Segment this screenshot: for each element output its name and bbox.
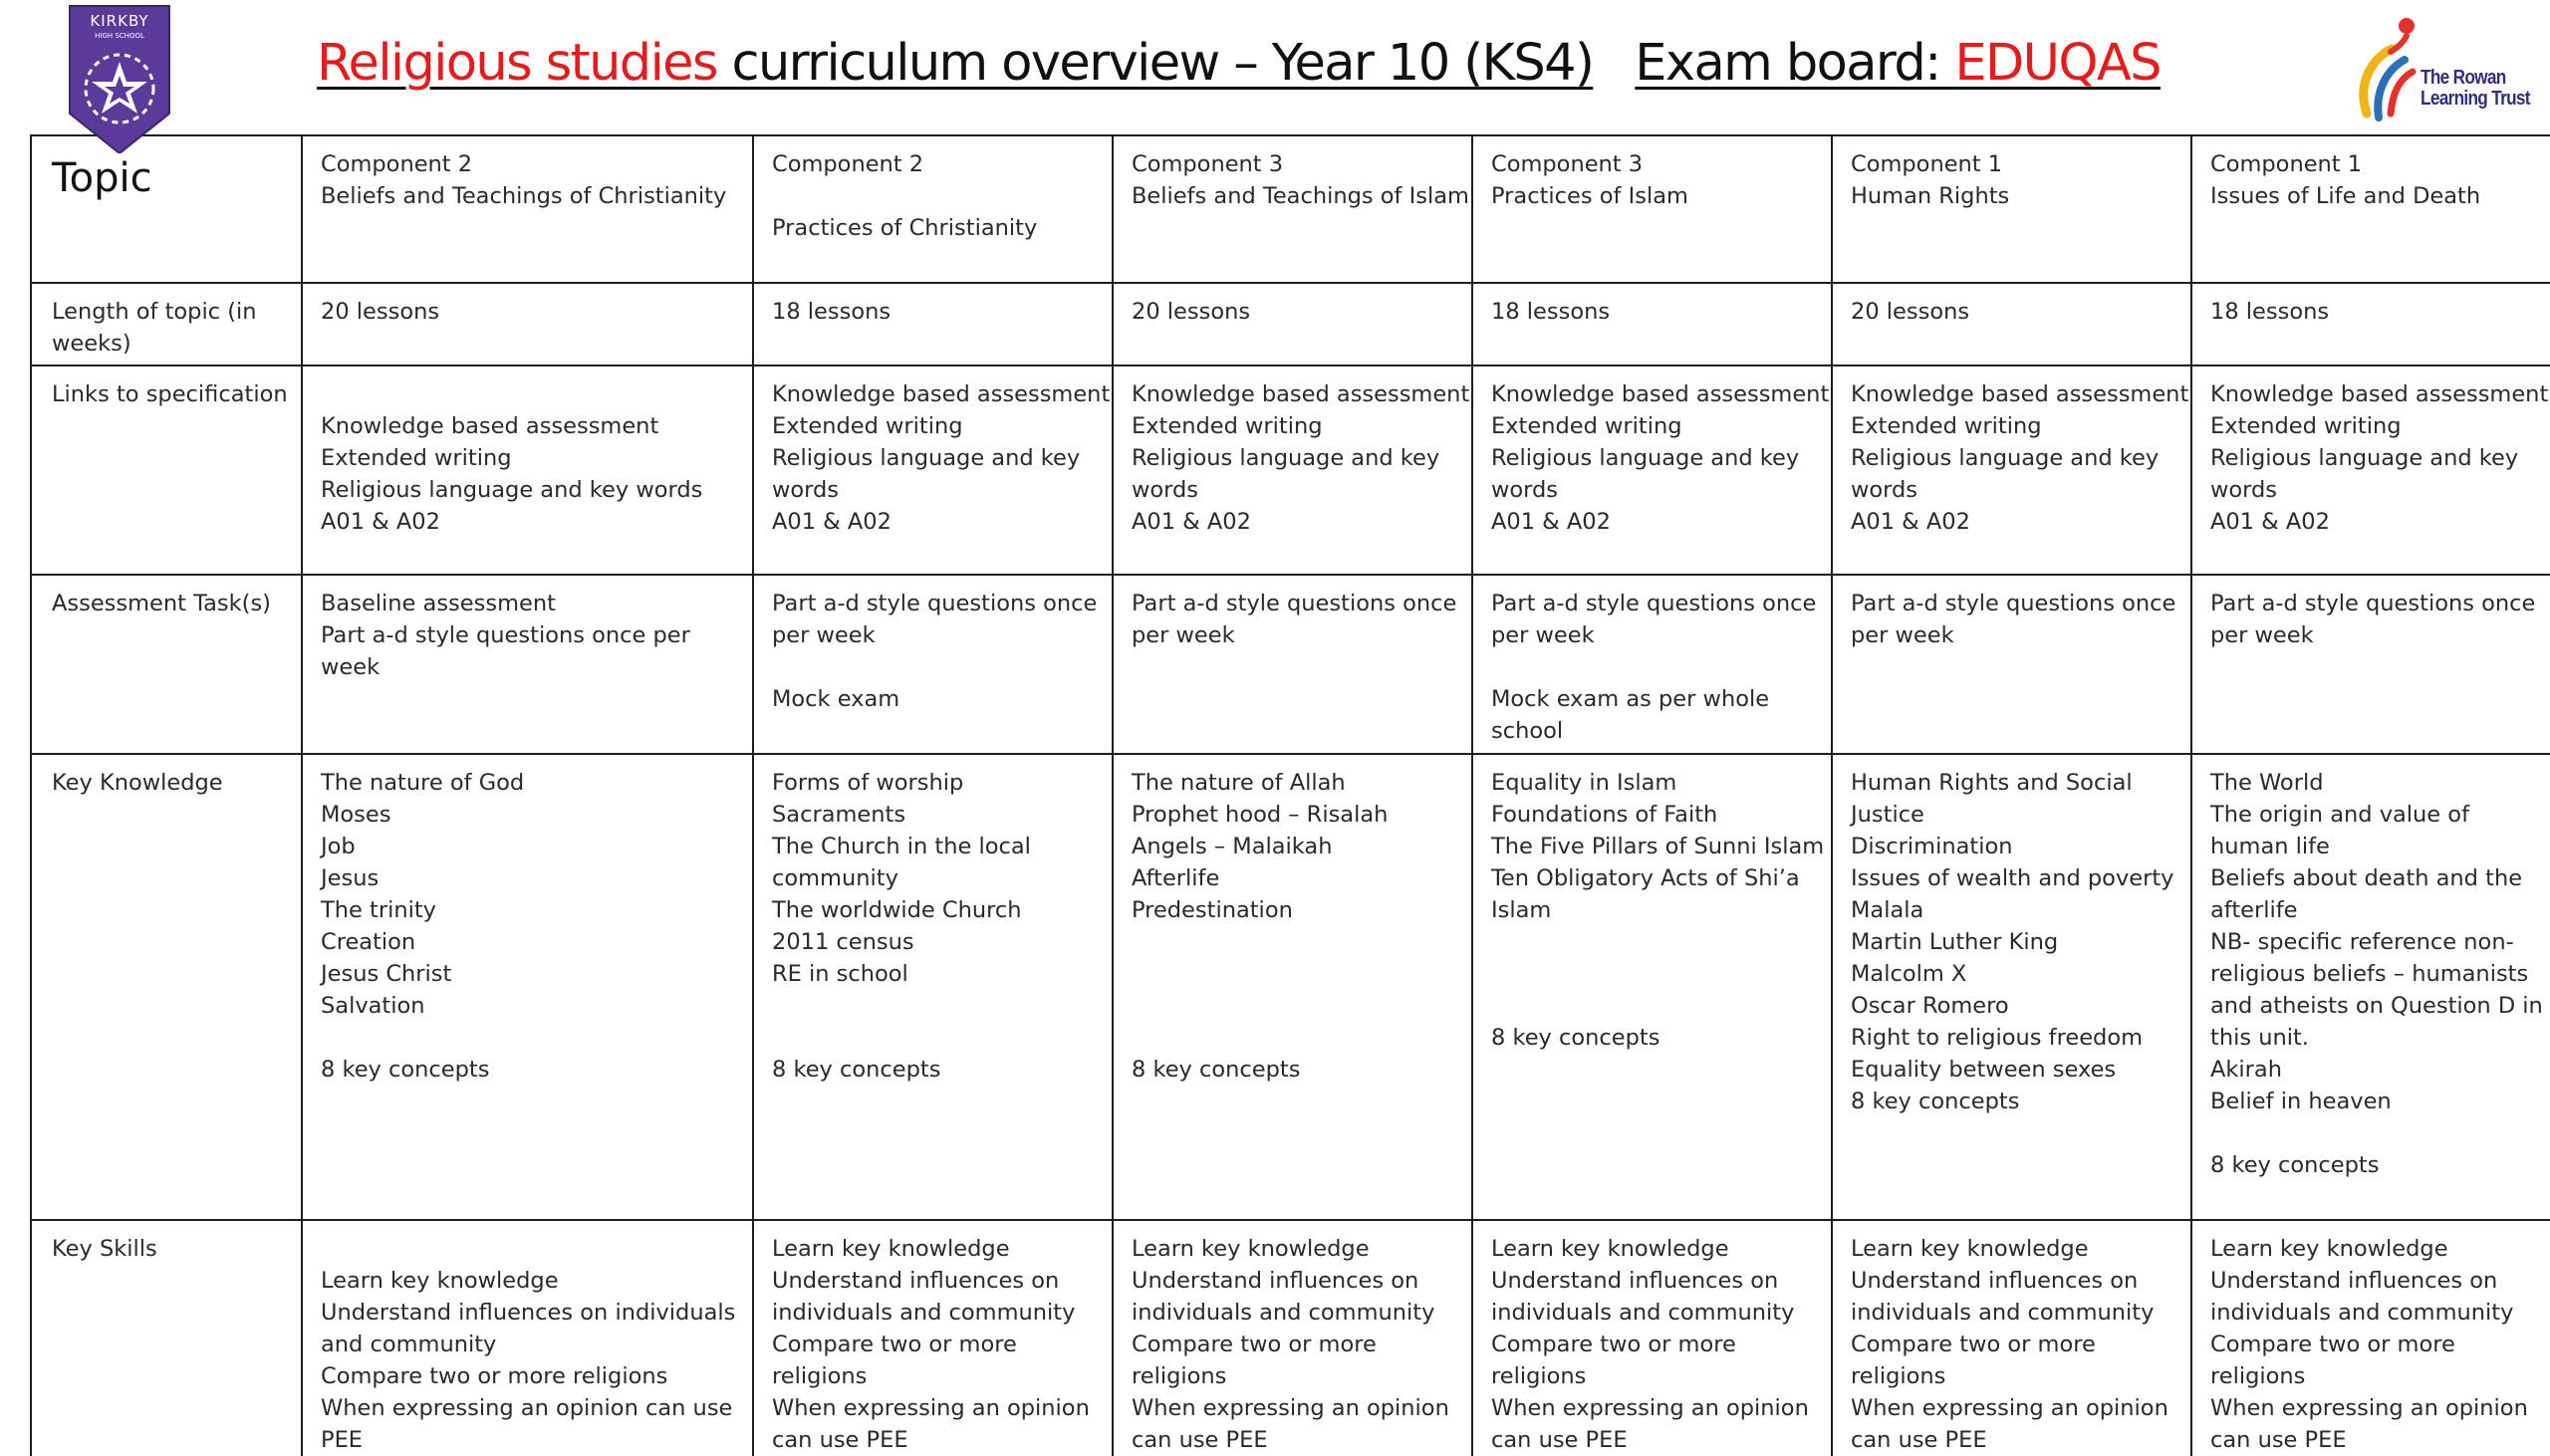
cell-line: When expressing an opinion: [1132, 1395, 1449, 1421]
rowan-trust-logo: [2347, 14, 2550, 123]
cell-line: Part a-d style questions once: [772, 591, 1098, 616]
exam-board-group: [1635, 34, 2161, 93]
links-cell: [1472, 365, 1832, 575]
cell-line: Key Knowledge: [52, 770, 223, 796]
cell-line: Component 1: [2210, 151, 2363, 177]
cell-line: Religious language and key words: [321, 477, 703, 503]
curriculum-table-body: [31, 135, 2550, 1456]
knowledge-cell: [1832, 754, 2191, 1220]
cell-line: When expressing an opinion: [2210, 1395, 2528, 1421]
cell-line: [1132, 958, 1453, 990]
cell-line: [772, 990, 1094, 1022]
topic-label: Topic: [52, 155, 152, 201]
cell-line: Assessment Task(s): [52, 591, 271, 616]
cell-line: Compare two or more: [1851, 1332, 2096, 1357]
cell-line: Malala: [1851, 897, 1924, 923]
cell-line: Oscar Romero: [1851, 993, 2009, 1019]
cell-line: afterlife: [2210, 897, 2298, 923]
cell-line: Compare two or more: [2210, 1332, 2455, 1357]
cell-line: Beliefs and Teachings of Christianity: [321, 183, 727, 209]
cell-line: Understand influences on: [1851, 1268, 2139, 1294]
cell-line: Equality in Islam: [1491, 770, 1677, 796]
cell-line: [772, 180, 1094, 212]
cell-line: [1132, 990, 1453, 1022]
cell-line: Understand influences on: [2210, 1268, 2498, 1294]
cell-line: Learn key knowledge: [1491, 1236, 1729, 1262]
logo-school-name: KIRKBY: [90, 12, 149, 30]
cell-line: can use PEE: [1851, 1427, 1987, 1453]
cell-line: [321, 378, 734, 410]
page-header: [0, 0, 2550, 135]
links-row-label: [31, 365, 302, 575]
topic-cell: [1113, 135, 1472, 283]
cell-line: Compare two or more: [1491, 1332, 1736, 1357]
cell-line: Practices of Christianity: [772, 215, 1038, 241]
topic-cell: [302, 135, 753, 283]
assessment-cell: [1472, 575, 1832, 754]
cell-line: Practices of Islam: [1491, 183, 1688, 209]
cell-line: Jesus: [321, 865, 380, 891]
cell-line: Issues of wealth and poverty: [1851, 865, 2174, 891]
assessment-row: [31, 575, 2550, 754]
knowledge-cell: [1472, 754, 1832, 1220]
cell-line: individuals and community: [1491, 1300, 1795, 1326]
cell-line: Malcolm X: [1851, 961, 1967, 987]
cell-line: Ten Obligatory Acts of Shi’a: [1491, 865, 1800, 891]
cell-line: A01 & A02: [772, 509, 892, 535]
cell-line: Component 3: [1491, 151, 1644, 177]
cell-line: and community: [321, 1332, 497, 1357]
cell-line: Religious language and key: [772, 445, 1081, 471]
cell-line: Foundations of Faith: [1491, 802, 1718, 828]
cell-line: Part a-d style questions once: [1851, 591, 2176, 616]
cell-line: Issues of Life and Death: [2210, 183, 2481, 209]
cell-line: Knowledge based assessment: [772, 381, 1111, 407]
skills-cell: [2191, 1220, 2550, 1456]
cell-line: Jesus Christ: [321, 961, 452, 987]
exam-board-value: EDUQAS: [1954, 34, 2161, 93]
cell-line: individuals and community: [1851, 1300, 2155, 1326]
cell-line: [772, 1022, 1094, 1054]
cell-line: words: [2210, 477, 2278, 503]
cell-line: The nature of God: [321, 770, 525, 796]
cell-line: Sacraments: [772, 802, 906, 828]
cell-line: per week: [1851, 622, 1954, 648]
links-cell: [2191, 365, 2550, 575]
cell-line: words: [1851, 477, 1918, 503]
cell-line: community: [772, 865, 898, 891]
cell-line: 2011 census: [772, 929, 914, 955]
cell-line: can use PEE: [1491, 1427, 1628, 1453]
cell-line: Part a-d style questions once: [1491, 591, 1817, 616]
cell-line: Mock exam as per whole: [1491, 686, 1770, 712]
cell-line: words: [1132, 477, 1199, 503]
cell-line: When expressing an opinion can use: [321, 1395, 733, 1421]
cell-line: Knowledge based assessment: [321, 413, 659, 439]
length-row-label: [31, 283, 302, 365]
cell-line: Extended writing: [1851, 413, 2042, 439]
cell-line: Justice: [1851, 802, 1924, 828]
cell-line: Religious language and key: [1851, 445, 2160, 471]
knowledge-row: [31, 754, 2550, 1220]
cell-line: Prophet hood – Risalah: [1132, 802, 1389, 828]
cell-line: Extended writing: [772, 413, 963, 439]
assessment-cell: [302, 575, 753, 754]
title-subject-group: [317, 34, 1593, 93]
title-subject: Religious studies: [317, 34, 717, 93]
cell-line: religions: [1491, 1363, 1587, 1389]
cell-line: Part a-d style questions once: [1132, 591, 1457, 616]
cell-line: [2210, 1117, 2533, 1149]
cell-line: Part a-d style questions once per: [321, 622, 690, 648]
cell-line: A01 & A02: [321, 509, 440, 535]
cell-line: NB- specific reference non-: [2210, 929, 2514, 955]
cell-line: religions: [1851, 1363, 1946, 1389]
cell-line: Component 1: [1851, 151, 2003, 177]
cell-line: individuals and community: [2210, 1300, 2514, 1326]
cell-line: [321, 1022, 734, 1054]
topic-cell: [2191, 135, 2550, 283]
cell-line: Links to specification: [52, 381, 288, 407]
cell-line: 8 key concepts: [1132, 1057, 1301, 1083]
cell-line: When expressing an opinion: [1491, 1395, 1809, 1421]
knowledge-cell: [302, 754, 753, 1220]
cell-line: A01 & A02: [1491, 509, 1611, 535]
cell-line: 8 key concepts: [2210, 1152, 2380, 1178]
trust-name-line2: Learning Trust: [2421, 88, 2530, 110]
cell-line: this unit.: [2210, 1025, 2309, 1051]
cell-line: A01 & A02: [1132, 509, 1251, 535]
topic-cell: [1832, 135, 2191, 283]
knowledge-cell: [1113, 754, 1472, 1220]
length-cell: [1832, 283, 2191, 365]
cell-line: 20 lessons: [1851, 299, 1970, 325]
cell-line: [772, 651, 1094, 683]
cell-line: Part a-d style questions once: [2210, 591, 2536, 616]
cell-line: 8 key concepts: [772, 1057, 941, 1083]
cell-line: [1491, 990, 1813, 1022]
cell-line: Knowledge based assessment: [1132, 381, 1470, 407]
cell-line: The nature of Allah: [1132, 770, 1346, 796]
cell-line: can use PEE: [2210, 1427, 2347, 1453]
cell-line: [1132, 926, 1453, 958]
cell-line: per week: [1491, 622, 1595, 648]
cell-line: Discrimination: [1851, 834, 2013, 859]
length-cell: [1472, 283, 1832, 365]
cell-line: Salvation: [321, 993, 425, 1019]
cell-line: Component 2: [321, 151, 473, 177]
cell-line: [1132, 1022, 1453, 1054]
cell-line: Extended writing: [321, 445, 512, 471]
kirkby-shield-icon: [68, 4, 171, 153]
links-row: [31, 365, 2550, 575]
topic-row: [31, 135, 2550, 283]
cell-line: Understand influences on individuals: [321, 1300, 736, 1326]
skills-cell: [1472, 1220, 1832, 1456]
cell-line: RE in school: [772, 961, 908, 987]
knowledge-cell: [2191, 754, 2550, 1220]
cell-line: Component 2: [772, 151, 924, 177]
length-cell: [1113, 283, 1472, 365]
cell-line: PEE: [321, 1427, 364, 1453]
cell-line: Beliefs about death and the: [2210, 865, 2523, 891]
cell-line: The worldwide Church: [772, 897, 1022, 923]
trust-name-line1: The Rowan: [2421, 67, 2506, 89]
cell-line: can use PEE: [772, 1427, 908, 1453]
cell-line: Length of topic (in: [52, 299, 257, 325]
cell-line: Extended writing: [1491, 413, 1682, 439]
assessment-row-label: [31, 575, 302, 754]
cell-line: Knowledge based assessment: [2210, 381, 2549, 407]
cell-line: religious beliefs – humanists: [2210, 961, 2529, 987]
cell-line: Learn key knowledge: [2210, 1236, 2448, 1262]
cell-line: Understand influences on: [1491, 1268, 1779, 1294]
knowledge-cell: [753, 754, 1113, 1220]
cell-line: religions: [772, 1363, 868, 1389]
cell-line: and atheists on Question D in: [2210, 993, 2543, 1019]
cell-line: Religious language and key: [1132, 445, 1440, 471]
cell-line: religions: [1132, 1363, 1227, 1389]
cell-line: The World: [2210, 770, 2324, 796]
logo-school-subname: HIGH SCHOOL: [95, 32, 144, 40]
cell-line: individuals and community: [1132, 1300, 1435, 1326]
cell-line: Baseline assessment: [321, 591, 556, 616]
cell-line: Creation: [321, 929, 416, 955]
length-cell: [753, 283, 1113, 365]
cell-line: Religious language and key: [2210, 445, 2519, 471]
cell-line: Learn key knowledge: [1851, 1236, 2089, 1262]
cell-line: Angels – Malaikah: [1132, 834, 1333, 859]
cell-line: per week: [772, 622, 876, 648]
cell-line: words: [772, 477, 840, 503]
cell-line: Compare two or more: [1132, 1332, 1377, 1357]
cell-line: 20 lessons: [1132, 299, 1251, 325]
cell-line: The Five Pillars of Sunni Islam: [1491, 834, 1825, 859]
cell-line: The origin and value of: [2210, 802, 2469, 828]
kirkby-school-logo: [68, 4, 171, 153]
skills-cell: [1832, 1220, 2191, 1456]
cell-line: per week: [1132, 622, 1235, 648]
cell-line: 18 lessons: [2210, 299, 2330, 325]
topic-header-cell: [31, 135, 302, 283]
skills-cell: [1113, 1220, 1472, 1456]
skills-cell: [302, 1220, 753, 1456]
assessment-cell: [1832, 575, 2191, 754]
cell-line: 8 key concepts: [1491, 1025, 1660, 1051]
cell-line: can use PEE: [1132, 1427, 1268, 1453]
assessment-cell: [1113, 575, 1472, 754]
cell-line: 18 lessons: [772, 299, 892, 325]
cell-line: The Church in the local: [772, 834, 1031, 859]
length-row: [31, 283, 2550, 365]
skills-cell: [753, 1220, 1113, 1456]
exam-board-label: Exam board:: [1635, 34, 1955, 93]
cell-line: 8 key concepts: [321, 1057, 490, 1083]
cell-line: Learn key knowledge: [321, 1268, 559, 1294]
cell-line: The trinity: [321, 897, 436, 923]
links-cell: [1113, 365, 1472, 575]
cell-line: Learn key knowledge: [1132, 1236, 1370, 1262]
cell-line: Compare two or more: [772, 1332, 1017, 1357]
cell-line: Beliefs and Teachings of Islam: [1132, 183, 1469, 209]
skills-row: [31, 1220, 2550, 1456]
cell-line: Job: [321, 834, 356, 859]
cell-line: A01 & A02: [2210, 509, 2330, 535]
cell-line: Compare two or more religions: [321, 1363, 668, 1389]
cell-line: [1491, 958, 1813, 990]
cell-line: When expressing an opinion: [1851, 1395, 2168, 1421]
cell-line: Predestination: [1132, 897, 1293, 923]
cell-line: Extended writing: [2210, 413, 2402, 439]
cell-line: Understand influences on: [1132, 1268, 1419, 1294]
cell-line: per week: [2210, 622, 2314, 648]
cell-line: school: [1491, 718, 1564, 744]
cell-line: Knowledge based assessment: [1491, 381, 1830, 407]
topic-cell: [753, 135, 1113, 283]
cell-line: Extended writing: [1132, 413, 1323, 439]
cell-line: religions: [2210, 1363, 2306, 1389]
length-cell: [302, 283, 753, 365]
cell-line: Understand influences on: [772, 1268, 1060, 1294]
title-main: curriculum overview – Year 10 (KS4): [716, 34, 1594, 93]
knowledge-row-label: [31, 754, 302, 1220]
length-cell: [2191, 283, 2550, 365]
links-cell: [1832, 365, 2191, 575]
cell-line: Afterlife: [1132, 865, 1220, 891]
cell-line: individuals and community: [772, 1300, 1076, 1326]
cell-line: Key Skills: [52, 1236, 157, 1262]
cell-line: Knowledge based assessment: [1851, 381, 2189, 407]
cell-line: weeks): [52, 331, 131, 357]
cell-line: 20 lessons: [321, 299, 440, 325]
assessment-cell: [753, 575, 1113, 754]
cell-line: 18 lessons: [1491, 299, 1611, 325]
cell-line: Learn key knowledge: [772, 1236, 1010, 1262]
cell-line: words: [1491, 477, 1559, 503]
cell-line: human life: [2210, 834, 2330, 859]
cell-line: Forms of worship: [772, 770, 964, 796]
cell-line: When expressing an opinion: [772, 1395, 1090, 1421]
cell-line: Islam: [1491, 897, 1552, 923]
skills-row-label: [31, 1220, 302, 1456]
curriculum-table: [30, 134, 2550, 1456]
cell-line: Human Rights: [1851, 183, 2010, 209]
cell-line: Equality between sexes: [1851, 1057, 2117, 1083]
links-cell: [753, 365, 1113, 575]
cell-line: Martin Luther King: [1851, 929, 2059, 955]
links-cell: [302, 365, 753, 575]
cell-line: Religious language and key: [1491, 445, 1800, 471]
cell-line: Belief in heaven: [2210, 1089, 2392, 1114]
cell-line: 8 key concepts: [1851, 1089, 2020, 1114]
cell-line: Component 3: [1132, 151, 1284, 177]
cell-line: Human Rights and Social: [1851, 770, 2133, 796]
page-title: [317, 34, 2161, 93]
cell-line: Akirah: [2210, 1057, 2282, 1083]
cell-line: A01 & A02: [1851, 509, 1970, 535]
cell-line: [1491, 651, 1813, 683]
cell-line: [1491, 926, 1813, 958]
assessment-cell: [2191, 575, 2550, 754]
trust-name: [2421, 68, 2530, 110]
cell-line: week: [321, 654, 381, 680]
cell-line: Right to religious freedom: [1851, 1025, 2144, 1051]
cell-line: Mock exam: [772, 686, 900, 712]
cell-line: Moses: [321, 802, 391, 828]
cell-line: [321, 1233, 734, 1265]
topic-cell: [1472, 135, 1832, 283]
